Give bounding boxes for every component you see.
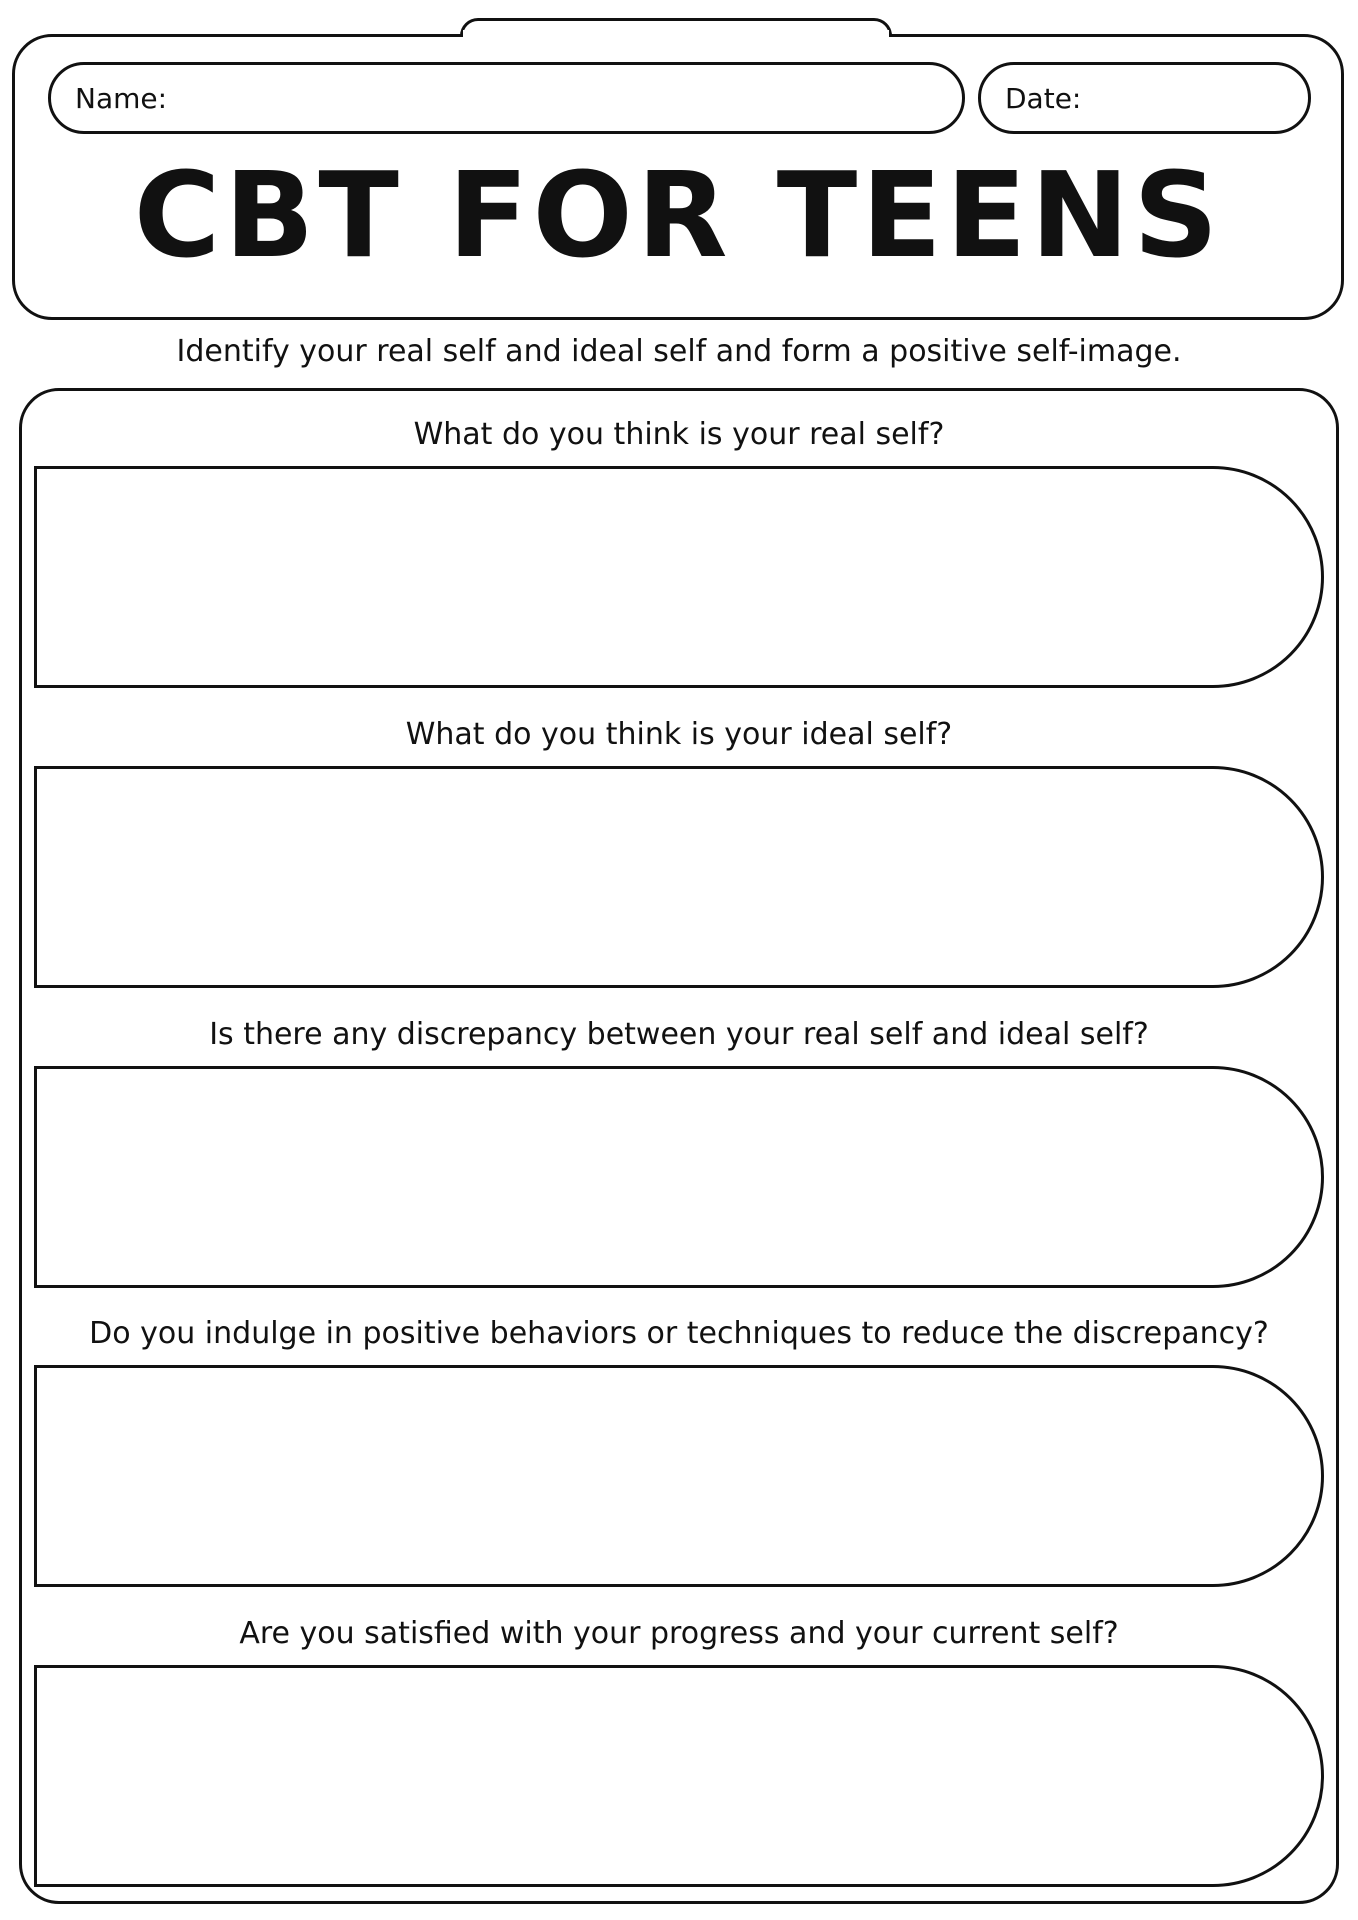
answer-box-3[interactable] (34, 1066, 1324, 1288)
date-field[interactable] (978, 62, 1311, 134)
question-3-label: Is there any discrepancy between your real self and ideal self? (209, 1017, 1149, 1052)
answer-box-4[interactable] (34, 1365, 1324, 1587)
header-tab-cover (463, 30, 889, 51)
name-field[interactable] (48, 62, 965, 134)
question-4-label: Do you indulge in positive behaviors or techniques to reduce the discrepancy? (89, 1316, 1269, 1351)
instructions-text: Identify your real self and ideal self and form a positive self-image. (176, 334, 1182, 369)
worksheet-title: CBT FOR TEENS (133, 146, 1223, 284)
date-label: Date: (1005, 81, 1082, 115)
question-1-label: What do you think is your real self? (413, 417, 945, 452)
answer-box-2[interactable] (34, 766, 1324, 988)
question-5-label: Are you satisfied with your progress and your current self? (239, 1616, 1119, 1651)
answer-box-1[interactable] (34, 466, 1324, 688)
question-2-label: What do you think is your ideal self? (405, 717, 953, 752)
name-label: Name: (75, 81, 168, 115)
answer-box-5[interactable] (34, 1665, 1324, 1887)
